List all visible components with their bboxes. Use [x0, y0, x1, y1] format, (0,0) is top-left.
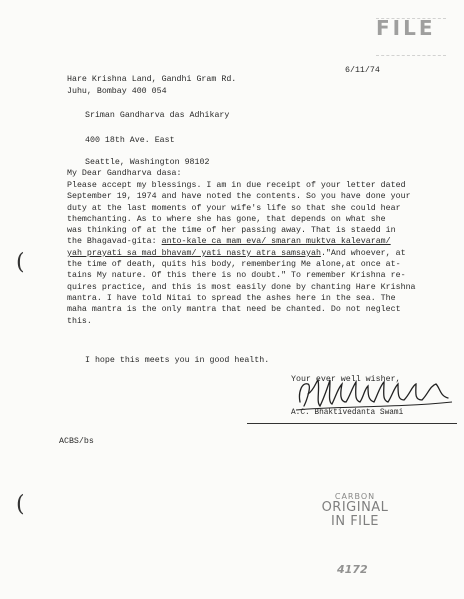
- body-line: this.: [67, 316, 92, 326]
- body-line: September 19, 1974 and have noted the contents. So you have done your: [67, 192, 411, 202]
- body-line: themchanting. As to where she has gone, that depends on what she: [67, 214, 386, 224]
- body-line: maha mantra is the only mantra that need be chanted. Do not neglect: [67, 305, 401, 315]
- body-line: tains My nature. Of this there is no doubt." To remember Krishna re-: [67, 271, 406, 281]
- carbon-original-stamp: [312, 492, 398, 529]
- binder-hole-mark: (: [16, 492, 25, 517]
- body-line: duty at the last moments of your wife's life so that she could hear: [67, 203, 401, 213]
- signature-rule: [247, 423, 457, 424]
- file-stamp: FILE: [376, 16, 436, 40]
- body-line: Please accept my blessings. I am in due receipt of your letter dated: [67, 181, 406, 190]
- body-line: [67, 236, 437, 247]
- body-line: the time of death, quits his body, remembering Me alone,at once at-: [67, 260, 401, 270]
- in-file-label: IN FILE: [331, 514, 379, 529]
- salutation: My Dear Gandharva dasa:: [67, 169, 182, 178]
- typist-initials: ACBS/bs: [59, 437, 94, 446]
- sanskrit-verse: yah prayati sa mad bhavam/ yati nasty atra samsayah: [67, 248, 321, 258]
- letter-date: 6/11/74: [345, 66, 380, 75]
- binder-hole-mark: (: [16, 250, 25, 275]
- body-text: ."And whoever, at: [320, 248, 406, 258]
- carbon-label: CARBON: [334, 492, 376, 501]
- recipient-street: 400 18th Ave. East: [85, 136, 175, 145]
- body-line: quires practice, and this is most easily done by chanting Hare Krishna: [67, 282, 416, 292]
- body-line: mantra. I have told Nitai to spread the ashes here in the sea. The: [67, 293, 396, 303]
- closing-line: I hope this meets you in good health.: [85, 356, 270, 365]
- original-label: ORIGINAL: [321, 500, 389, 515]
- recipient-city: Seattle, Washington 98102: [85, 158, 210, 167]
- sender-address-line2: Juhu, Bombay 400 054: [67, 87, 167, 96]
- letter-body: [67, 180, 437, 327]
- body-text: the Bhagavad-gita:: [67, 237, 162, 247]
- signer-name: A.C. Bhaktivedanta Swami: [291, 409, 404, 417]
- recipient-name: Sriman Gandharva das Adhikary: [85, 111, 230, 120]
- body-line: [67, 248, 437, 259]
- sanskrit-verse: anto-kale ca mam eva/ smaran muktva kalevaram/: [161, 237, 391, 247]
- signoff: Your ever well wisher,: [291, 375, 401, 384]
- body-line: was thinking of at the time of her passing away. That is staedd in: [67, 226, 396, 236]
- sender-address-line1: Hare Krishna Land, Gandhi Gram Rd.: [67, 75, 237, 84]
- archive-number: 4172: [337, 563, 368, 576]
